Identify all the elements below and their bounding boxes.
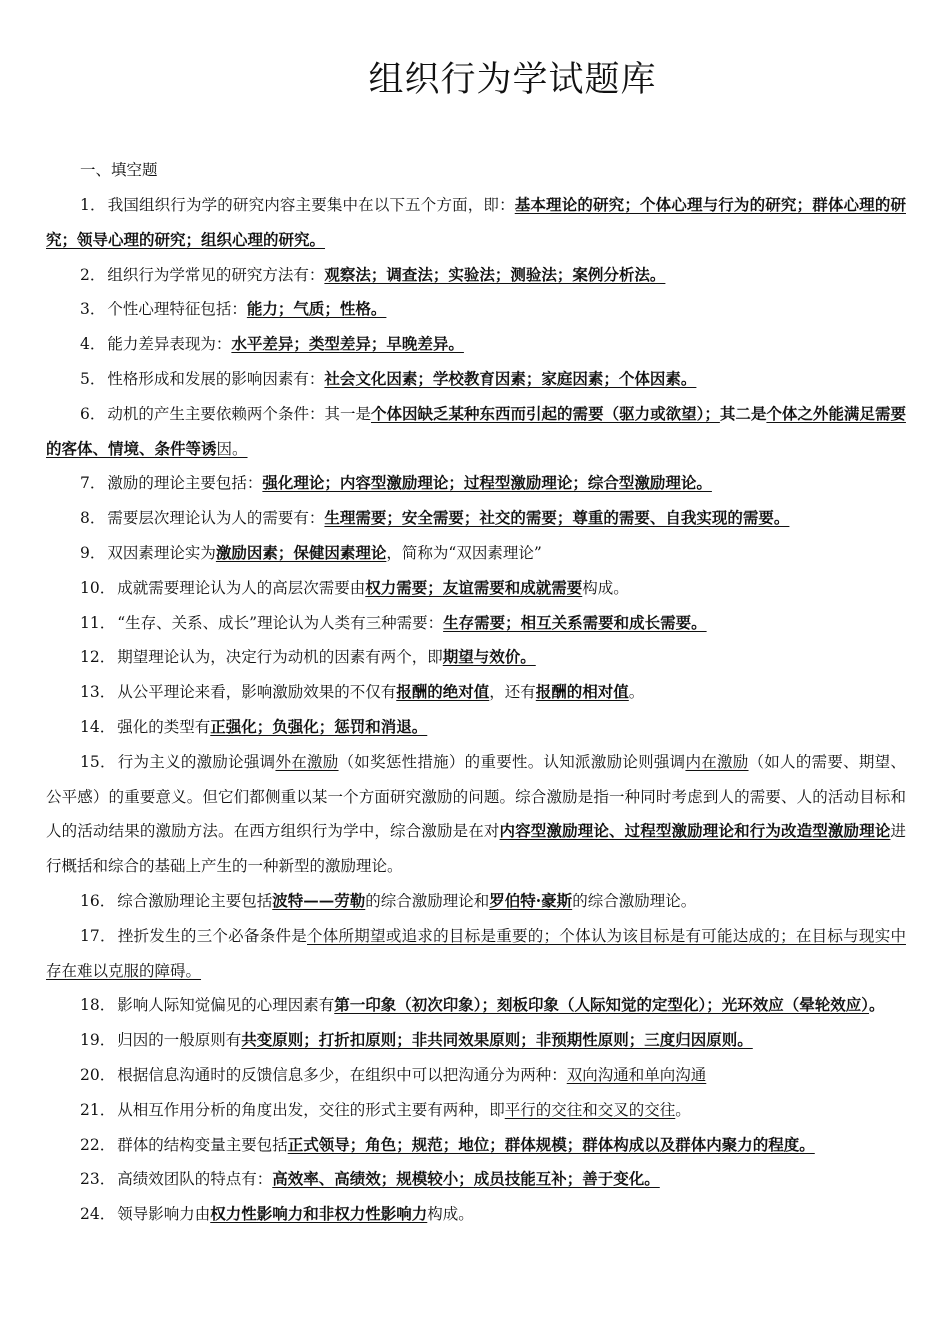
question-number: 13． [80, 683, 116, 702]
question-text: 双因素理论实为 [107, 543, 216, 562]
bold-text: 其二是 [719, 403, 767, 423]
question-item [46, 1023, 906, 1058]
question-number: 18． [80, 996, 116, 1015]
question-text: 成就需要理论认为人的高层次需要由 [117, 578, 366, 597]
answer-text: 内容型激励理论、过程型激励理论和行为改造型激励理论 [499, 821, 891, 841]
question-text: 领导影响力由 [117, 1205, 211, 1224]
question-text: 群体的结构变量主要包括 [117, 1135, 288, 1154]
answer-text: 生理需要；安全需要；社交的需要；尊重的需要、自我实现的需要。 [324, 508, 790, 528]
question-item [46, 1162, 906, 1197]
question-number: 17． [80, 926, 116, 945]
page-title: 组织行为学试题库 [368, 60, 657, 100]
question-item [46, 1093, 906, 1128]
question-number: 7． [80, 474, 106, 493]
answer-text: 报酬的相对值 [535, 682, 629, 702]
question-text: 期望理论认为，决定行为动机的因素有两个，即 [117, 648, 443, 667]
question-text: 归因的一般原则有 [117, 1031, 242, 1050]
question-text: 的综合激励理论。 [572, 891, 697, 910]
question-number: 11． [80, 613, 116, 632]
question-text: 根据信息沟通时的反馈信息多少，在组织中可以把沟通分为两种： [117, 1065, 567, 1084]
question-item [46, 745, 906, 884]
question-text: 需要层次理论认为人的需要有： [107, 509, 325, 528]
answer-text: 共变原则；打折扣原则；非共同效果原则；非预期性原则；三度归因原则。 [241, 1030, 753, 1050]
question-item [46, 675, 906, 710]
answer-text: 波特——劳勒 [272, 890, 366, 910]
question-number: 20． [80, 1065, 116, 1084]
question-item [46, 988, 906, 1023]
question-item [46, 571, 906, 606]
question-number: 10． [80, 578, 116, 597]
question-number: 22． [80, 1135, 116, 1154]
question-text: （如奖惩性措施）的重要性。认知派激励论则强调 [338, 752, 686, 771]
question-number: 1． [80, 196, 106, 214]
question-text: 激励的理论主要包括： [107, 474, 263, 493]
question-text: “生存、关系、成长”理论认为人类有三种需要： [117, 613, 444, 632]
answer-text: 水平差异；类型差异；早晚差异。 [231, 334, 464, 354]
answer-text: 权力性影响力和非权力性影响力 [210, 1204, 428, 1224]
answer-text: 生存需要；相互关系需要和成长需要。 [443, 612, 707, 632]
question-item [46, 919, 906, 989]
underlined-answer-text: 内在激励 [685, 752, 749, 771]
question-item [46, 292, 906, 327]
answer-text: 正强化；负强化；惩罚和消退。 [210, 716, 428, 736]
answer-text: 高效率、高绩效；规模较小；成员技能互补；善于变化。 [272, 1169, 660, 1189]
underlined-answer-text: 双向沟通和单向沟通 [566, 1065, 707, 1084]
question-item [46, 1058, 906, 1093]
question-text: 高绩效团队的特点有： [117, 1170, 273, 1189]
question-item [46, 327, 906, 362]
question-item [46, 188, 906, 258]
question-text: 。 [675, 1100, 691, 1119]
question-number: 12． [80, 648, 116, 667]
question-number: 6． [80, 404, 106, 423]
answer-text: 期望与效价。 [442, 647, 536, 667]
question-item [46, 884, 906, 919]
question-text: 强化的类型有 [117, 717, 211, 736]
question-number: 4． [80, 335, 106, 354]
answer-text: 能力；气质；性格。 [246, 299, 387, 319]
question-item [46, 397, 906, 467]
question-text: 。 [628, 683, 645, 702]
answer-text: 强化理论；内容型激励理论；过程型激励理论；综合型激励理论。 [262, 473, 712, 493]
question-item [46, 640, 906, 675]
question-item [46, 1128, 906, 1163]
question-item [46, 606, 906, 641]
underlined-answer-text: 外在激励 [275, 752, 339, 771]
question-number: 3． [80, 300, 106, 319]
question-text: 从相互作用分析的角度出发，交往的形式主要有两种，即 [117, 1100, 505, 1119]
question-item [46, 1197, 906, 1232]
question-text: 我国组织行为学的研究内容主要集中在以下五个方面，即： [107, 196, 515, 214]
answer-text: 报酬的绝对值 [396, 682, 490, 702]
underlined-answer-text: 平行的交往和交叉的交往 [504, 1100, 676, 1119]
question-text: 的综合激励理论和 [365, 891, 490, 910]
question-item [46, 710, 906, 745]
question-text: 个性心理特征包括： [107, 300, 247, 319]
question-text: 构成。 [582, 578, 629, 597]
question-item [46, 501, 906, 536]
underlined-answer-text: 个体所期望或追求的目标是重要的；个体认为该目标是有可能达成的；在目标与现实中存在难以克服的障碍。 [46, 926, 906, 980]
question-text: 构成。 [427, 1205, 474, 1224]
answer-text: 社会文化因素；学校教育因素；家庭因素；个体因素。 [324, 368, 697, 388]
question-number: 14． [80, 717, 116, 736]
question-text: ，简称为“双因素理论” [386, 543, 542, 562]
question-text: 挫折发生的三个必备条件是 [117, 926, 307, 945]
question-number: 2． [80, 265, 106, 284]
question-text: ，还有 [489, 683, 536, 702]
question-number: 9． [80, 543, 106, 562]
question-number: 5． [80, 369, 106, 388]
question-number: 16． [80, 891, 116, 910]
question-number: 21． [80, 1100, 116, 1119]
question-list [46, 188, 906, 1232]
question-text: 从公平理论来看，影响激励效果的不仅有 [117, 683, 397, 702]
question-text: 进行概括和综合的基础上产生的一种新型的激励理论。 [46, 822, 906, 876]
answer-text: 罗伯特·豪斯 [489, 890, 573, 910]
question-text: 影响人际知觉偏见的心理因素有 [117, 996, 335, 1015]
question-item [46, 362, 906, 397]
question-text: （如人的需要、期望、公平感）的重要意义。但它们都侧重以某一个方面研究激励的问题。综合激励是指一种同时考虑到人的需要、人的活动目标和人的活动结果的激励方法。在西方组织行为学中，综合激励是在对 [46, 752, 906, 841]
question-text: 组织行为学常见的研究方法有： [107, 265, 325, 284]
answer-text: 个体因缺乏某种东西而引起的需要（驱力或欲望）； [370, 403, 720, 423]
question-number: 15． [80, 752, 116, 771]
question-text: 能力差异表现为： [107, 335, 232, 354]
question-text: 动机的产生主要依赖两个条件：其一是 [107, 404, 371, 423]
answer-text: 个体之外能满足需要的客体、情境、条件等诱 [46, 403, 906, 458]
answer-text: 激励因素；保健因素理论 [215, 542, 387, 562]
question-number: 8． [80, 509, 106, 528]
question-item [46, 258, 906, 293]
question-number: 23． [80, 1170, 116, 1189]
underlined-answer-text: 因。 [216, 439, 248, 458]
question-number: 19． [80, 1031, 116, 1050]
question-text: 行为主义的激励论强调 [117, 752, 276, 771]
question-item [46, 536, 906, 571]
section-heading: 一、填空题 [80, 161, 158, 179]
answer-text: 观察法；调查法；实验法；测验法；案例分析法。 [324, 264, 666, 284]
answer-text: 正式领导；角色；规范；地位；群体规模；群体构成以及群体内聚力的程度。 [287, 1134, 815, 1154]
question-text: 性格形成和发展的影响因素有： [107, 369, 325, 388]
bold-text: 。 [869, 995, 885, 1015]
answer-text: 第一印象（初次印象）；刻板印象（人际知觉的定型化）；光环效应（晕轮效应） [334, 995, 870, 1015]
question-text: 综合激励理论主要包括 [117, 891, 273, 910]
question-item [46, 466, 906, 501]
answer-text: 基本理论的研究；个体心理与行为的研究；群体心理的研究；领导心理的研究；组织心理的研究。 [46, 195, 906, 249]
question-number: 24． [80, 1205, 116, 1224]
answer-text: 权力需要；友谊需要和成就需要 [365, 577, 583, 597]
